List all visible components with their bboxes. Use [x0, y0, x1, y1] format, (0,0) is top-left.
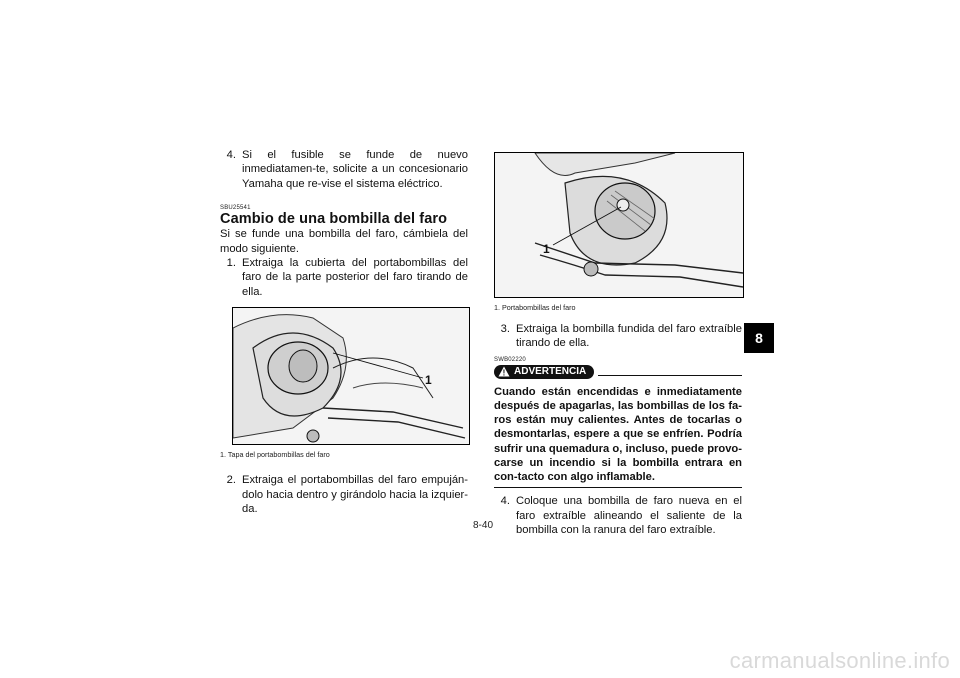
step-4-fuse: [220, 148, 468, 191]
section-code: SBU25541: [220, 205, 251, 212]
page-number: 8-40: [472, 520, 493, 531]
section-title: Cambio de una bombilla del faro: [220, 211, 448, 228]
step-4-install-bulb: [494, 494, 742, 537]
step-number: 4.: [226, 149, 236, 161]
step-1-remove-cover: [220, 256, 468, 299]
step-text: Extraiga la cubierta del portabombillas del faro de la parte posterior del faro tirando de ella.: [242, 257, 468, 298]
warning-code: SWB02220: [494, 356, 526, 363]
left-column: [220, 148, 468, 516]
figure-caption: 1. Portabombillas del faro: [494, 303, 576, 312]
bulb-holder-illustration: [495, 153, 743, 297]
warning-badge: [494, 365, 594, 379]
step-number: 2.: [226, 474, 236, 487]
section-intro: Si se funde una bombilla del faro, cámbiela del modo siguiente.: [220, 228, 468, 255]
step-number: 1.: [226, 257, 236, 270]
step-number: 4.: [500, 495, 510, 508]
step-number: 3.: [500, 323, 510, 335]
figure-bulb-holder-cover: [232, 307, 470, 445]
watermark: carmanualsonline.info: [729, 648, 950, 673]
figure-caption: 1. Tapa del portabombillas del faro: [220, 450, 330, 460]
figure-bulb-holder: [494, 152, 744, 298]
figure-callout-1: 1: [543, 242, 550, 256]
chapter-tab: 8: [744, 323, 774, 353]
step-text: Si el fusible se funde de nuevo inmediatamen-te, solicite a un concesionario Yamaha que re-vise el sistema eléctrico.: [242, 149, 468, 190]
warning-label: ADVERTENCIA: [514, 365, 587, 377]
warning-triangle-icon: [498, 366, 510, 377]
right-column: [494, 148, 742, 537]
warning-text: Cuando están encendidas e inmediatamente después de apagarlas, las bombillas de los fa-ros están muy calientes. Antes de tocarlas o desmontarlas, espere a que se enfríen. Podría sufrir una quemadura o, incluso, puede provo-carse un incendio si la bombilla entrara en con-tacto con algo inflamable.: [494, 385, 742, 484]
step-text: Extraiga el portabombillas del faro empuján-dolo hacia dentro y girándolo hacia la izquier-da.: [242, 474, 468, 516]
step-text: Extraiga la bombilla fundida del faro extraíble tirando de ella.: [516, 323, 742, 350]
step-text: Coloque una bombilla de faro nueva en el faro extraíble alineando el saliente de la bombilla con la ranura del faro extraíble.: [516, 495, 742, 537]
headlight-cover-illustration: [233, 308, 469, 444]
figure-callout-1: 1: [425, 373, 432, 388]
step-3-remove-bulb: [494, 322, 742, 351]
warning-header-rule: [598, 368, 742, 376]
step-2-remove-holder: [220, 473, 468, 516]
warning-header: [494, 365, 742, 379]
warning-symbol: !: [502, 368, 506, 378]
